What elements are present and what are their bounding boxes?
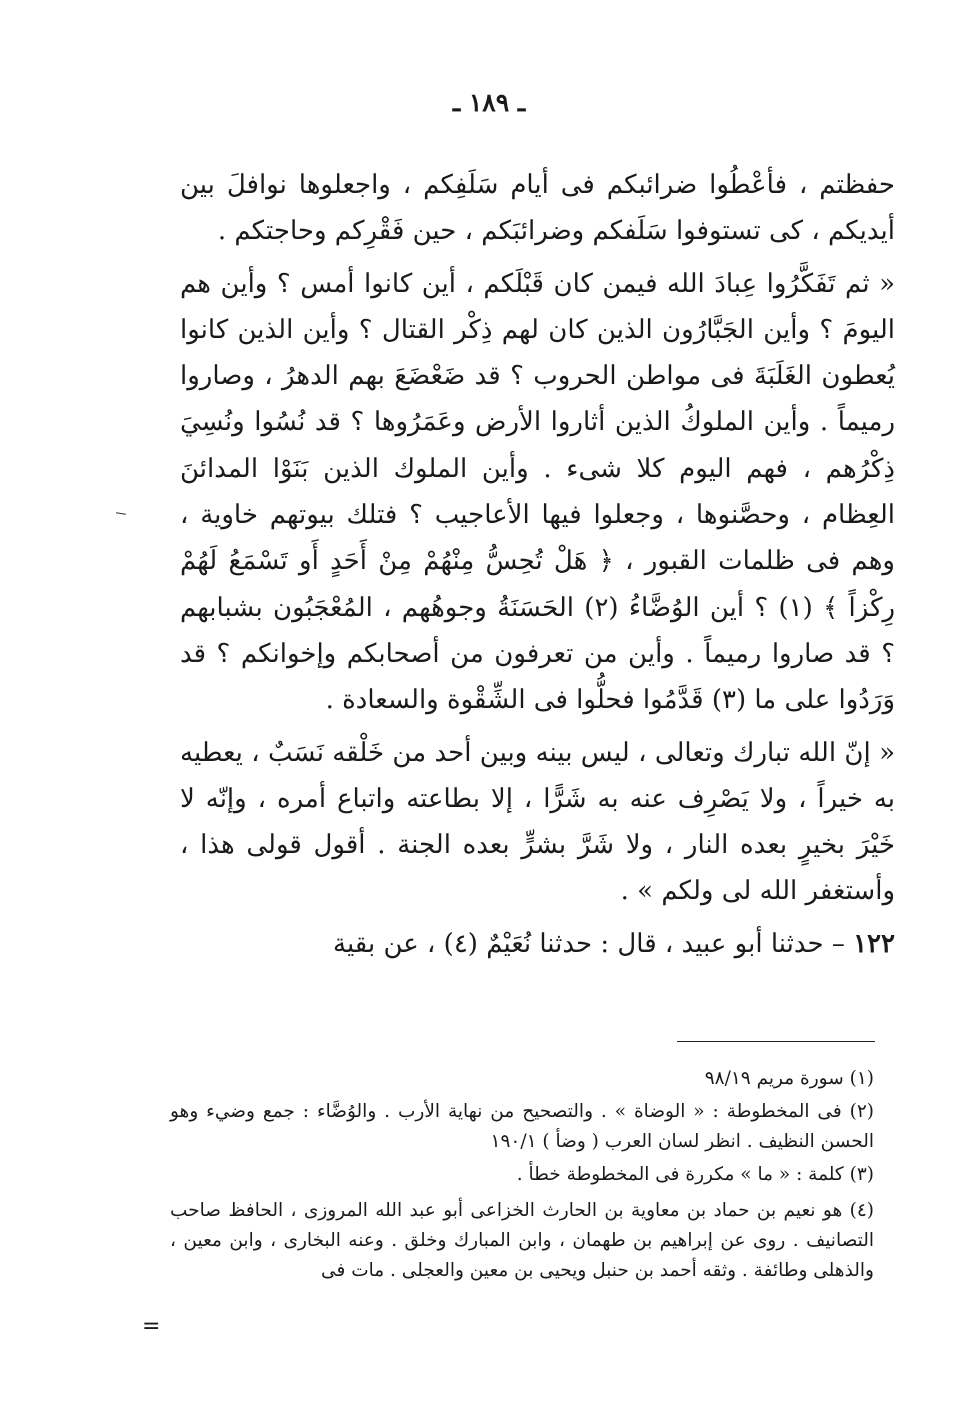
paragraph-2: « ثم تَفَكَّرُوا عِبادَ الله فيمن كان قَبْلَكم ، أين كانوا أمس ؟ وأين هم اليومَ ؟ وأين الجَبَّارُون الذين كان لهم ذِكْر القتال ؟ وأين الذين كانوا يُعطون الغَلَبَةَ فى مواطن الحروب ؟ قد ضَعْضَعَ بهم الدهرُ ، وصاروا رميماً . وأين الملوكُ الذين أثاروا الأرض وعَمَرُوها ؟ قد نُسُوا ونُسِيَ ذِكْرُهم ، فهم اليوم كلا شىء . وأين الملوك الذين بَنَوْا المدائنَ العِظام ، وحصَّنوها ، وجعلوا فيها الأعاجيب ؟ فتلك بيوتهم خاوية ، وهم فى ظلمات القبور ، ﴿ هَلْ تُحِسُّ مِنْهُمْ مِنْ أَحَدٍ أَو تَسْمَعُ لَهُمْ رِكْزاً ﴾ (١) ؟ أين الوُضَّاءُ (٢) الحَسَنَةُ وجوهُهم ، المُعْجَبُون بشبابهم ؟ قد صاروا رميماً . وأين من تعرفون من أصحابكم وإخوانكم ؟ قد وَرَدُوا على ما (٣) قَدَّمُوا فحلُّوا فى الشِّقْوة والسعادة . (180, 268, 896, 716)
hadith-number: ١٢٢ (853, 928, 895, 959)
paragraph-4-text: – حدثنا أبو عبيد ، قال : حدثنا نُعَيْمٌ (٤) ، عن بقية (333, 928, 854, 959)
footnote-divider (677, 1041, 875, 1042)
footnote-3: (٣) كلمة : « ما » مكررة فى المخطوطة خطأ . (516, 1164, 874, 1185)
paragraph-3: « إنّ الله تبارك وتعالى ، ليس بينه وبين أحد من خَلْقه نَسَبٌ ، يعطيه به خيراً ، ولا يَصْرِف عنه به شَرًّا ، إلا بطاعته واتباع أمره ، وإنّه لا خَيْرَ بخيرٍ بعده النار ، ولا شَرَّ بشرٍّ بعده الجنة . أقول قولى هذا ، وأستغفر الله لى ولكم » . (180, 737, 895, 907)
footnote-4: (٤) هو نعيم بن حماد بن معاوية بن الحارث الخزاعى أبو عبد الله المروزى ، الحافظ صاحب التصانيف . روى عن إبراهيم بن طهمان ، وابن المبارك وخلق . وعنه البخارى ، وابن معين ، والذهلى وطائفة . وثقه أحمد بن حنبل ويحيى بن معين والعجلى . مات فى (170, 1200, 874, 1281)
main-text (180, 162, 895, 967)
footnote-2: (٢) فى المخطوطة : « الوضاة » . والتصحيح من نهاية الأرب . والوُضَّاء : جمع وضيء وهو الحسن النظيف . انظر لسان العرب ( وضأ ) ١٩٠/١ (170, 1101, 874, 1152)
margin-mark (116, 512, 126, 514)
footnotes (170, 1064, 874, 1289)
page-number: ـ ١٨٩ ـ (452, 88, 526, 117)
paragraph-4 (180, 921, 895, 967)
footnote-1: (١) سورة مريم ٩٨/١٩ (704, 1068, 874, 1089)
continuation-mark: = (142, 1314, 161, 1339)
paragraph-1: حفظتم ، فأعْطُوا ضرائبكم فى أيام سَلَفِكم ، واجعلوها نوافلَ بين أيديكم ، كى تستوفوا سَلَفكم وضرائبَكم ، حين فَقْرِكم وحاجتكم . (180, 170, 895, 247)
